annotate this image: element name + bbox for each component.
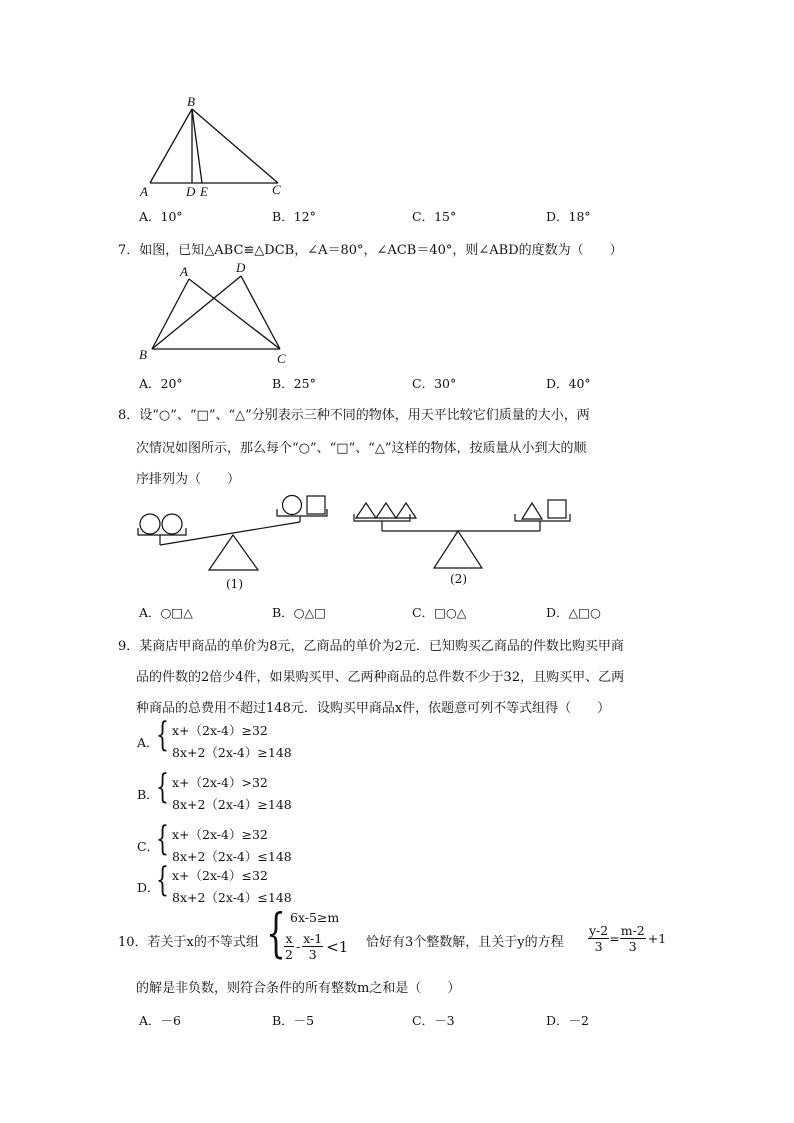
option-c-label: C．	[137, 839, 160, 854]
option-d: D．18°	[546, 209, 591, 224]
fraction: $\frac{m-2}{3}$	[620, 923, 645, 954]
vertex-label-a: A	[180, 264, 188, 279]
fraction: $\frac{y-2}{3}$	[589, 923, 609, 954]
vertex-label-e: E	[200, 184, 208, 199]
option-b-ineq-2: 8x+2（2x-4）≥148	[172, 797, 292, 812]
option-d-ineq-2: 8x+2（2x-4）≤148	[172, 890, 292, 905]
vertex-label-a: A	[140, 184, 148, 199]
q10-line-2: 的解是非负数，则符合条件的所有整数m之和是（ ）	[136, 981, 461, 996]
option-c-ineq-1: x+（2x-4）≥32	[172, 827, 268, 842]
option-b: B．25°	[272, 376, 316, 391]
option-d-ineq-1: x+（2x-4）≤32	[172, 868, 268, 883]
option-d-label: D．	[137, 880, 160, 895]
option-a: A．10°	[139, 209, 183, 224]
q7-text: 7．如图，已知△ABC≌△DCB，∠A＝80°，∠ACB＝40°，则∠ABD的度数为（ ）	[118, 243, 623, 258]
option-c: C．15°	[412, 209, 457, 224]
q9-line-2: 品的件数的2倍少4件，如果购买甲、乙两种商品的总件数不少于32，且购买甲、乙两	[136, 670, 625, 685]
option-a-ineq-1: x+（2x-4）≥32	[172, 723, 268, 738]
option-c: C．－3	[412, 1013, 455, 1028]
vertex-label-d: D	[186, 184, 196, 199]
vertex-label-b: B	[187, 94, 195, 109]
q10-system-line-1: 6x-5≥m	[290, 910, 340, 925]
caption-1: (1)	[226, 577, 243, 591]
caption-2: (2)	[450, 572, 467, 586]
option-c: C．□○△	[412, 605, 467, 620]
fraction: $\frac{x}{2}$	[285, 931, 293, 962]
option-a: A．－6	[139, 1013, 181, 1028]
brace-icon: {	[266, 904, 286, 964]
q10-system-line-2: $\frac{x}{2}$ - $\frac{x-1}{3}$ <1	[285, 931, 349, 962]
brace-icon: {	[156, 715, 169, 755]
q9-line-1: 9．某商店甲商品的单价为8元，乙商品的单价为2元．已知购买乙商品的件数比购买甲商	[118, 639, 624, 654]
option-b-label: B．	[137, 787, 159, 802]
q10-middle: 恰好有3个整数解，且关于y的方程	[366, 935, 564, 950]
option-d: D．40°	[546, 376, 591, 391]
option-b: B．○△□	[272, 605, 327, 620]
vertex-label-d: D	[236, 260, 246, 275]
option-b-ineq-1: x+（2x-4）>32	[172, 775, 268, 790]
option-a: A．○□△	[139, 605, 193, 620]
q10-prefix: 10．若关于x的不等式组	[118, 935, 259, 950]
option-d: D．－2	[546, 1013, 589, 1028]
q10-equation: $\frac{y-2}{3}$ = $\frac{m-2}{3}$ +1	[589, 923, 667, 954]
option-c-ineq-2: 8x+2（2x-4）≤148	[172, 849, 292, 864]
vertex-label-c: C	[272, 182, 281, 197]
option-b: B．12°	[272, 209, 316, 224]
q8-line-2: 次情况如图所示，那么每个“○”、“□”、“△”这样的物体，按质量从小到大的顺	[136, 441, 587, 456]
brace-icon: {	[156, 860, 169, 900]
q8-line-3: 序排列为（ ）	[136, 472, 241, 487]
vertex-label-c: C	[277, 351, 286, 366]
vertex-label-b: B	[139, 347, 147, 362]
fraction: $\frac{x-1}{3}$	[303, 931, 323, 962]
option-b: B．－5	[272, 1013, 315, 1028]
brace-icon: {	[156, 819, 169, 859]
option-a-ineq-2: 8x+2（2x-4）≥148	[172, 745, 292, 760]
q8-line-1: 8．设“○”、“□”、“△”分别表示三种不同的物体，用天平比较它们质量的大小，两	[118, 408, 590, 423]
q9-line-3: 种商品的总费用不超过148元．设购买甲商品x件，依题意可列不等式组得（ ）	[136, 701, 611, 716]
option-c: C．30°	[412, 376, 457, 391]
option-a: A．20°	[139, 376, 183, 391]
option-a-label: A．	[137, 735, 159, 750]
option-d: D．△□○	[546, 605, 601, 620]
brace-icon: {	[156, 767, 169, 807]
